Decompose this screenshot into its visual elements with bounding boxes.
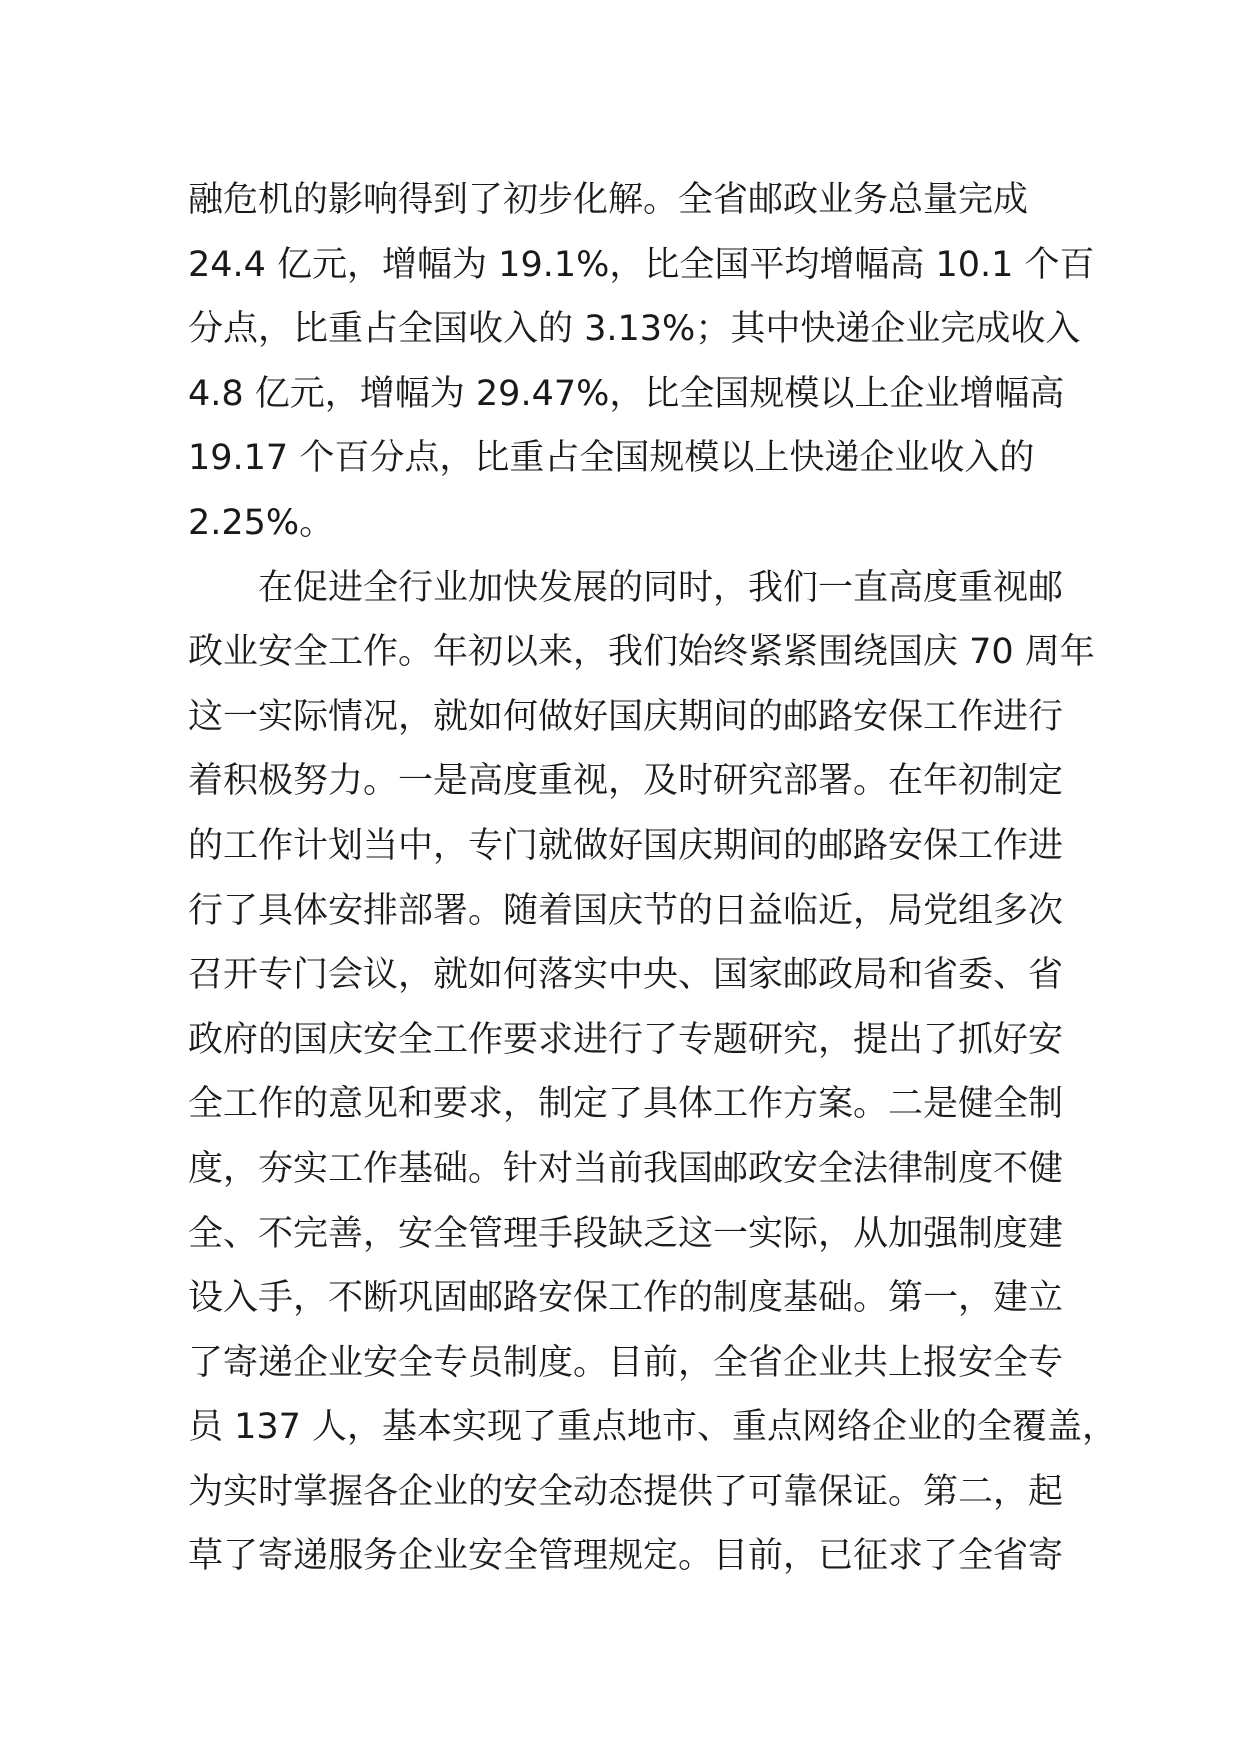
text-line: 设入手，不断巩固邮路安保工作的制度基础。第一，建立	[188, 1278, 1064, 1319]
text-line: 度，夯实工作基础。针对当前我国邮政安全法律制度不健	[188, 1148, 1064, 1189]
text-line: 19.17 个百分点，比重占全国规模以上快递企业收入的	[188, 438, 1035, 479]
text-line: 政府的国庆安全工作要求进行了专题研究，提出了抓好安	[188, 1019, 1064, 1060]
text-line: 全、不完善，安全管理手段缺乏这一实际，从加强制度建	[188, 1213, 1064, 1254]
text-line: 草了寄递服务企业安全管理规定。目前，已征求了全省寄	[188, 1536, 1064, 1577]
text-line-indented: 在促进全行业加快发展的同时，我们一直高度重视邮	[258, 567, 1064, 608]
text-line: 的工作计划当中，专门就做好国庆期间的邮路安保工作进	[188, 825, 1064, 866]
paragraph-1	[188, 168, 1095, 556]
text-line: 召开专门会议，就如何落实中央、国家邮政局和省委、省	[188, 955, 1064, 996]
text-line: 分点，比重占全国收入的 3.13%；其中快递企业完成收入	[188, 309, 1081, 350]
text-line: 为实时掌握各企业的安全动态提供了可靠保证。第二，起	[188, 1471, 1064, 1512]
paragraph-2	[188, 556, 1118, 1590]
text-line: 了寄递企业安全专员制度。目前，全省企业共上报安全专	[188, 1342, 1064, 1383]
text-line: 这一实际情况，就如何做好国庆期间的邮路安保工作进行	[188, 696, 1064, 737]
text-line: 行了具体安排部署。随着国庆节的日益临近，局党组多次	[188, 890, 1064, 931]
text-line: 2.25%。	[188, 502, 335, 543]
text-line: 4.8 亿元，增幅为 29.47%，比全国规模以上企业增幅高	[188, 373, 1065, 414]
text-line: 着积极努力。一是高度重视，及时研究部署。在年初制定	[188, 761, 1064, 802]
text-line: 24.4 亿元，增幅为 19.1%，比全国平均增幅高 10.1 个百	[188, 244, 1095, 285]
text-line: 政业安全工作。年初以来，我们始终紧紧围绕国庆 70 周年	[188, 632, 1095, 673]
body-text	[188, 168, 1118, 1589]
text-line: 员 137 人，基本实现了重点地市、重点网络企业的全覆盖，	[188, 1407, 1118, 1448]
text-line: 融危机的影响得到了初步化解。全省邮政业务总量完成	[188, 180, 1029, 220]
text-line: 全工作的意见和要求，制定了具体工作方案。二是健全制	[188, 1084, 1064, 1125]
